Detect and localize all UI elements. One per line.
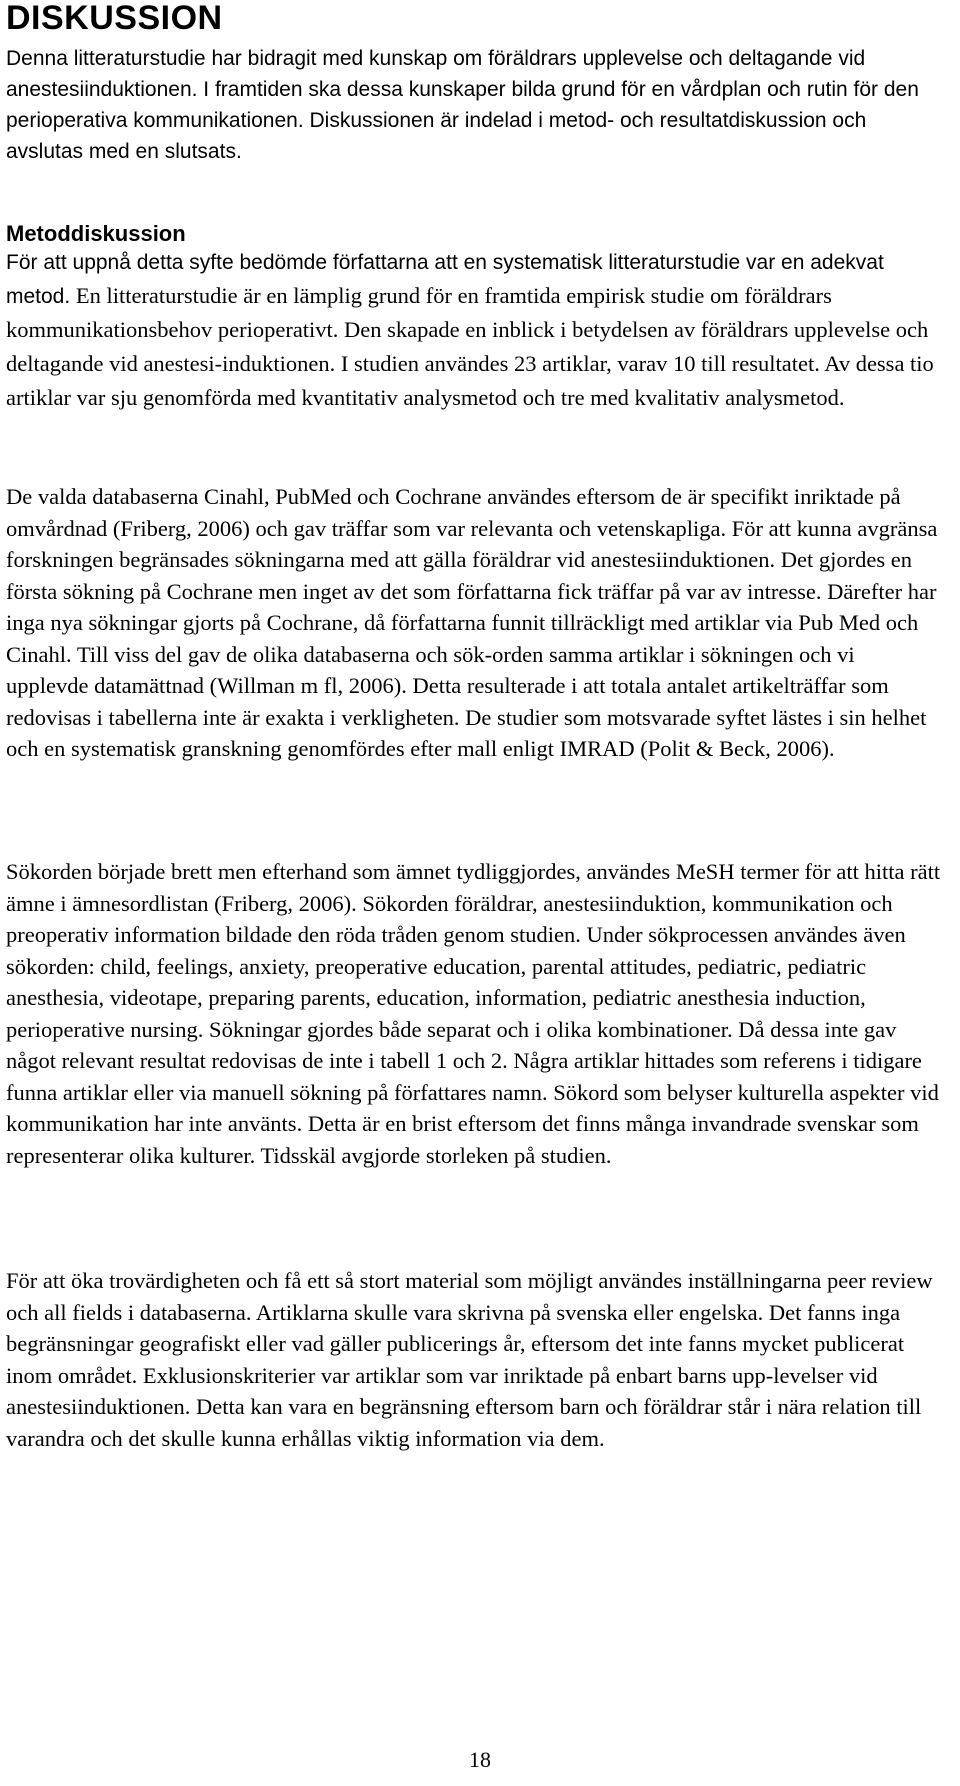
paragraph-credibility: För att öka trovärdigheten och få ett så stort material som möjligt användes inställningarna peer review och all fields i databaserna. Artiklarna skulle vara skrivna på svenska eller engelska. Det fanns inga begränsningar geografiskt eller vad gäller publicerings år, eftersom det inte fanns mycket publicerat inom området. Exklusionskriterier var artiklar som var inriktade på enbart barns upp-levelser vid anestesiinduktionen. Detta kan vara en begränsning eftersom barn och föräldrar står i nära relation till varandra och det skulle kunna erhållas viktig information via dem. [6,1268,933,1451]
paragraph-search-terms: Sökorden började brett men efterhand som ämnet tydliggjordes, användes MeSH termer för att hitta rätt ämne i ämnesordlistan (Friberg, 2006). Sökorden föräldrar, anestesiinduktion, kommunikation och preoperativ information bildade den röda tråden genom studien. Under sökprocessen användes även sökorden: child, feelings, anxiety, preoperative education, parental attitudes, pediatric, pediatric anesthesia, videotape, preparing parents, education, information, pediatric anesthesia induction, perioperative nursing. Sökningar gjordes både separat och i olika kombinationer. Då dessa inte gav något relevant resultat redovisas de inte i tabell 1 och 2. Några artiklar hittades som referens i tidigare funna artiklar eller via manuell sökning på författares namn. Sökord som belyser kulturella aspekter vid kommunikation har inte använts. Detta är en brist eftersom det finns många invandrade svenskar som representerar olika kulturer. Tidsskäl avgjorde storleken på studien. [6,859,941,1168]
paragraph-method [6,247,941,416]
chapter-title: DISKUSSION [6,0,223,37]
intro-paragraph: Denna litteraturstudie har bidragit med kunskap om föräldrars upplevelse och deltagande vid anestesiinduktionen. I framtiden ska dessa kunskaper bilda grund för en vårdplan och rutin för den perioperativa kommunikationen. Diskussionen är indelad i metod- och resultatdiskussion och avslutas med en slutsats. [6,47,919,163]
paragraph-method-serif-part: En litteraturstudie är en lämplig grund för en framtida empirisk studie om föräldrars kommunikationsbehov perioperativt. Den skapade en inblick i betydelsen av föräldrars upplevelse och deltagande vid anestesi-induktionen. I studien användes 23 artiklar, varav 10 till resultatet. Av dessa tio artiklar var sju genomförda med kvantitativ analysmetod och tre med kvalitativ analysmetod. [6,283,934,410]
section-heading: Metoddiskussion [6,221,186,246]
page-number: 18 [469,1747,491,1772]
paragraph-databases: De valda databaserna Cinahl, PubMed och Cochrane användes eftersom de är specifikt inriktade på omvårdnad (Friberg, 2006) och gav träffar som var relevanta och vetenskapliga. För att kunna avgränsa forskningen begränsades sökningarna med att gälla föräldrar vid anestesiinduktionen. Det gjordes en första sökning på Cochrane men inget av det som författarna fick träffar på var av intresse. Därefter har inga nya sökningar gjorts på Cochrane, då författarna funnit tillräckligt med artiklar via Pub Med och Cinahl. Till viss del gav de olika databaserna och sök-orden samma artiklar i sökningen och vi upplevde datamättnad (Willman m fl, 2006). Detta resulterade i att totala antalet artikelträffar som redovisas i tabellerna inte är exakta i verkligheten. De studier som motsvarade syftet lästes i sin helhet och en systematisk granskning genomfördes efter mall enligt IMRAD (Polit & Beck, 2006). [6,484,938,761]
paragraph-method-sans-part: För att uppnå detta syfte bedömde författarna att en systematisk litteraturstudie var en adekvat metod. [6,251,884,308]
